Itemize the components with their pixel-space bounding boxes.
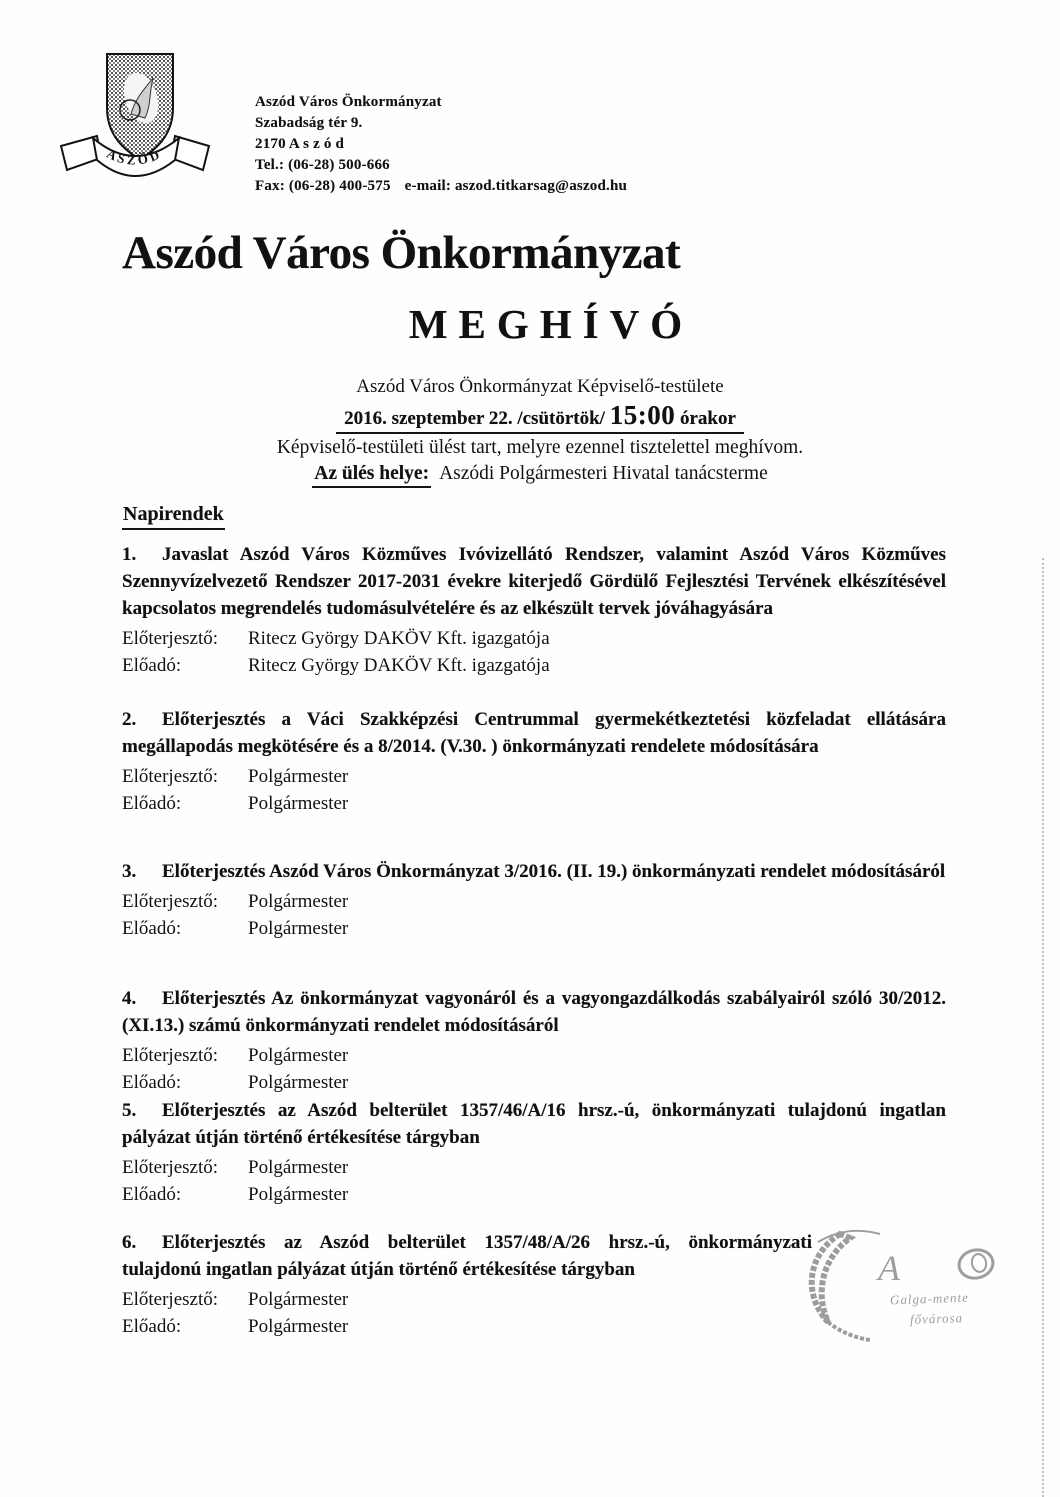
presenter-value: Polgármester bbox=[248, 1045, 349, 1066]
city-crest bbox=[55, 48, 215, 193]
invite-sentence: Képviselő-testületi ülést tart, melyre ezennel tisztelettel meghívom. bbox=[276, 437, 804, 458]
agenda-item-1 bbox=[122, 541, 946, 679]
presenter-label: Előterjesztő: bbox=[122, 628, 219, 649]
speaker-row bbox=[122, 1313, 812, 1340]
presenter-row bbox=[122, 1042, 946, 1069]
agenda-item-4 bbox=[122, 985, 946, 1096]
presenter-value: Polgármester bbox=[248, 1289, 349, 1310]
speaker-value: Polgármester bbox=[248, 1072, 349, 1093]
speaker-label: Előadó: bbox=[122, 793, 182, 814]
speaker-value: Polgármester bbox=[248, 1184, 349, 1205]
document-title: Aszód Város Önkormányzat bbox=[122, 227, 681, 279]
letterhead-org-name: Aszód Város Önkormányzat bbox=[255, 94, 442, 110]
session-location-line bbox=[100, 463, 980, 488]
scan-edge-artifact bbox=[1042, 558, 1044, 1497]
letterhead-phone: Tel.: (06-28) 500-666 bbox=[255, 157, 390, 173]
agenda-item-title: 2. Előterjesztés a Váci Szakképzési Centrummal gyermekétkeztetési közfeladat ellátására megállapodás megkötésére és a 8/2014. (V.30. ) önkormányzati rendelete módosítására bbox=[122, 706, 946, 760]
presenter-value: Polgármester bbox=[248, 1157, 349, 1178]
agenda-item-3 bbox=[122, 858, 946, 942]
presenter-row bbox=[122, 1154, 946, 1181]
agenda-item-5 bbox=[122, 1097, 946, 1208]
agenda-item-title: 5. Előterjesztés az Aszód belterület 1357/46/A/16 hrsz.-ú, önkormányzati tulajdonú ingatlan pályázat útján történő értékesítése tárgyban bbox=[122, 1097, 946, 1151]
letterhead-fax: Fax: (06-28) 400-575 bbox=[255, 178, 391, 194]
presenter-row bbox=[122, 1286, 812, 1313]
agenda-item-number: 4. bbox=[122, 988, 137, 1009]
presenter-row bbox=[122, 625, 946, 652]
letterhead-text bbox=[255, 92, 627, 197]
presenter-label: Előterjesztő: bbox=[122, 1045, 219, 1066]
city-crest-graphic bbox=[55, 48, 215, 193]
presenter-label: Előterjesztő: bbox=[122, 891, 219, 912]
agenda-item-2 bbox=[122, 706, 946, 817]
speaker-row bbox=[122, 1069, 946, 1096]
speaker-value: Polgármester bbox=[248, 918, 349, 939]
session-time: 15:00 bbox=[609, 400, 676, 430]
presenter-row bbox=[122, 763, 946, 790]
session-datetime bbox=[336, 400, 744, 434]
agenda-item-title: 4. Előterjesztés Az önkormányzat vagyonáról és a vagyongazdálkodás szabályairól szóló 30/2012.(XI.13.) számú önkormányzati rendelet módosításáról bbox=[122, 985, 946, 1039]
speaker-value: Ritecz György DAKÖV Kft. igazgatója bbox=[248, 655, 550, 676]
speaker-row bbox=[122, 1181, 946, 1208]
speaker-label: Előadó: bbox=[122, 918, 182, 939]
presenter-value: Polgármester bbox=[248, 891, 349, 912]
stamp-text-line1: Galga-mente bbox=[889, 1289, 970, 1308]
letterhead-fax-email-row bbox=[255, 176, 627, 197]
speaker-value: Polgármester bbox=[248, 1316, 349, 1337]
session-time-suffix: órakor bbox=[675, 408, 736, 429]
agenda-heading: Napirendek bbox=[122, 503, 225, 530]
letterhead-address-city: 2170 A s z ó d bbox=[255, 136, 345, 152]
agenda-item-number: 2. bbox=[122, 709, 137, 730]
speaker-value: Polgármester bbox=[248, 793, 349, 814]
speaker-label: Előadó: bbox=[122, 655, 182, 676]
presenter-row bbox=[122, 888, 946, 915]
agenda-item-title: 1. Javaslat Aszód Város Közműves Ivóvizellátó Rendszer, valamint Aszód Város Közműves Szennyvízelvezető Rendszer 2017-2031 évekre kiterjedő Gördülő Fejlesztési Tervének elkészítésével kapcsolatos megrendelés tudomásulvételére és az elkészült tervek jóváhagyására bbox=[122, 541, 946, 622]
agenda-item-title: 6. Előterjesztés az Aszód belterület 1357/48/A/26 hrsz.-ú, önkormányzati tulajdonú ingatlan pályázat útján történő értékesítése tárgyban bbox=[122, 1229, 812, 1283]
crest-banner-text: A S Z Ó D bbox=[104, 145, 162, 168]
letterhead-address-street: Szabadság tér 9. bbox=[255, 115, 363, 131]
invitation-heading: MEGHÍVÓ bbox=[408, 301, 694, 347]
presenter-value: Ritecz György DAKÖV Kft. igazgatója bbox=[248, 628, 550, 649]
galga-mente-stamp bbox=[788, 1222, 1058, 1352]
speaker-row bbox=[122, 652, 946, 679]
speaker-row bbox=[122, 915, 946, 942]
agenda-item-title: 3. Előterjesztés Aszód Város Önkormányzat 3/2016. (II. 19.) önkormányzati rendelet módosításáról bbox=[122, 858, 946, 885]
presenter-label: Előterjesztő: bbox=[122, 1289, 219, 1310]
agenda-item-number: 3. bbox=[122, 861, 137, 882]
presenter-label: Előterjesztő: bbox=[122, 1157, 219, 1178]
agenda-item-number: 6. bbox=[122, 1232, 137, 1253]
presenter-label: Előterjesztő: bbox=[122, 766, 219, 787]
stamp-text-line2: fővárosa bbox=[909, 1310, 964, 1327]
stamp-swirl-icon bbox=[788, 1222, 1058, 1352]
agenda-item-number: 5. bbox=[122, 1100, 137, 1121]
session-location-value: Aszódi Polgármesteri Hivatal tanácsterme bbox=[439, 463, 768, 484]
session-date: 2016. szeptember 22. /csütörtök/ bbox=[344, 408, 610, 429]
presenter-value: Polgármester bbox=[248, 766, 349, 787]
committee-line: Aszód Város Önkormányzat Képviselő-testülete bbox=[356, 376, 724, 397]
speaker-row bbox=[122, 790, 946, 817]
agenda-item-6 bbox=[122, 1229, 812, 1340]
agenda-item-number: 1. bbox=[122, 544, 137, 565]
speaker-label: Előadó: bbox=[122, 1072, 182, 1093]
session-location-label: Az ülés helye: bbox=[312, 463, 431, 488]
speaker-label: Előadó: bbox=[122, 1316, 182, 1337]
session-datetime-line bbox=[100, 400, 980, 434]
letterhead-email: e-mail: aszod.titkarsag@aszod.hu bbox=[404, 178, 628, 194]
speaker-label: Előadó: bbox=[122, 1184, 182, 1205]
svg-text:A: A bbox=[878, 1248, 900, 1288]
